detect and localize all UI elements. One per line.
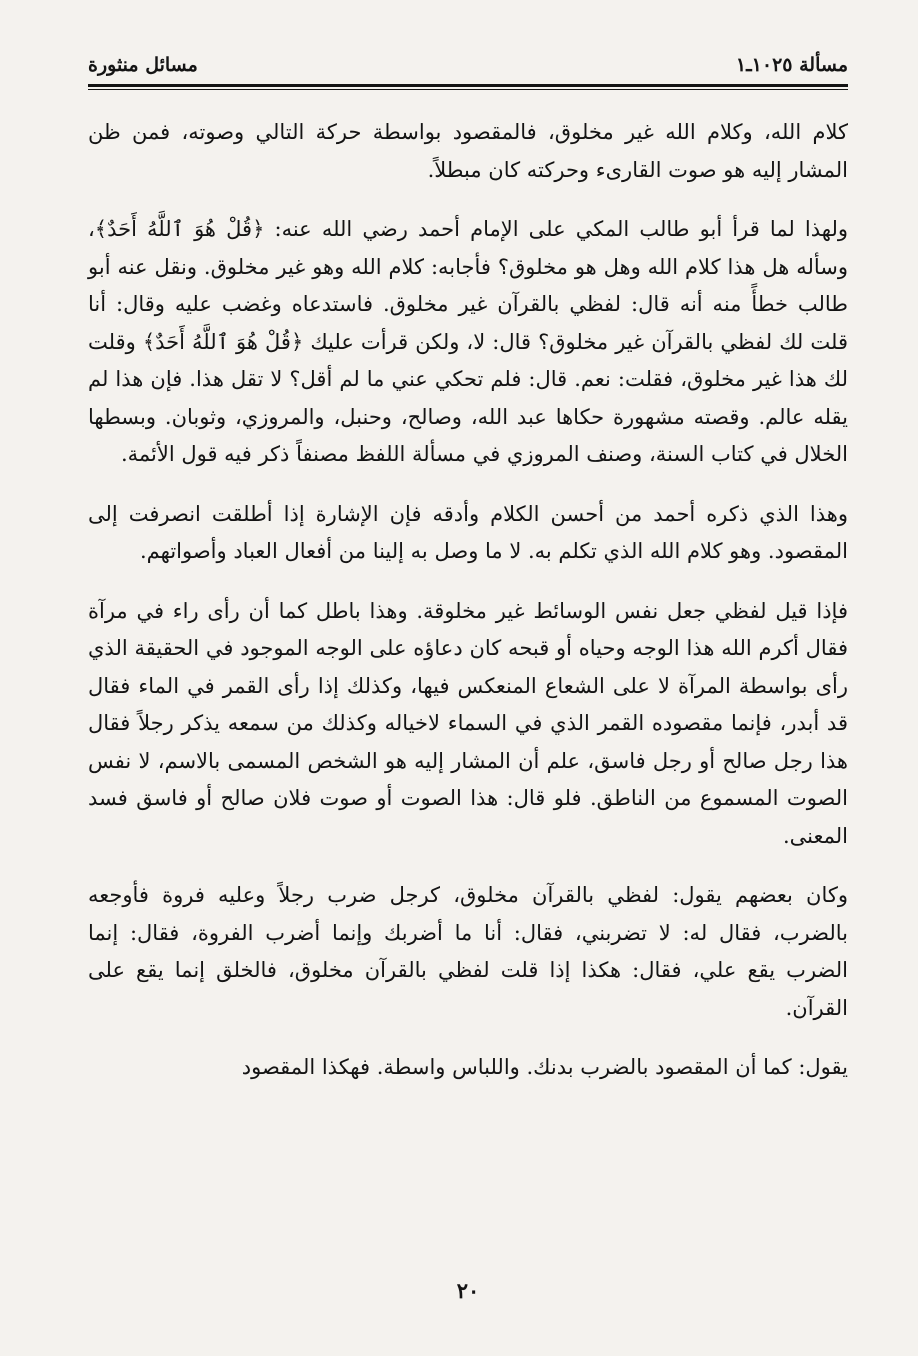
paragraph-3: وهذا الذي ذكره أحمد من أحسن الكلام وأدقه فإن الإشارة إذا أطلقت انصرفت إلى المقصود. وهو كلام الله الذي تكلم به. لا ما وصل به إلينا من أفعال العباد وأصواتهم. <box>88 501 848 563</box>
paragraph-6: يقول: كما أن المقصود بالضرب بدنك. واللباس واسطة. فهكذا المقصود <box>241 1055 848 1079</box>
running-header <box>88 40 848 90</box>
body-text <box>88 114 848 1087</box>
paragraph-4: فإذا قيل لفظي جعل نفس الوسائط غير مخلوقة. وهذا باطل كما أن رأى راء في مرآة فقال أكرم الله هذا الوجه وحياه أو قبحه كان دعاؤه على الوجه الموجود في الحقيقة الذي رأى بواسطة المرآة لا على الشعاع المنعكس فيها، وكذلك إذا رأى القمر في الماء فقال قد أبدر، فإنما مقصوده القمر الذي في السماء لاخياله وكذلك من سمعه يذكر رجلاً فقال هذا رجل صالح أو رجل فاسق، علم أن المشار إليه هو الشخص المسمى بالاسم، لا نفس الصوت المسموع من الناطق. فلو قال: هذا الصوت أو صوت فلان صالح أو فاسق فسد المعنى. <box>88 598 848 848</box>
header-issue-number: مسألة ١٠٢٥ـ١ <box>735 54 848 76</box>
paragraph-5: وكان بعضهم يقول: لفظي بالقرآن مخلوق، كرجل ضرب رجلاً وعليه فروة فأوجعه بالضرب، فقال له: لا تضربني، فقال: أنا ما أضربك وإنما أضرب الفروة، فقال: إنما الضرب يقع علي، فقال: هكذا إذا قلت لفظي بالقرآن مخلوق، فالخلق إنما يقع على القرآن. <box>88 883 848 1020</box>
header-rule-thin <box>88 89 848 90</box>
page-number: ٢٠ <box>456 1278 480 1303</box>
header-rule-thick <box>88 84 848 87</box>
paragraph-1: كلام الله، وكلام الله غير مخلوق، فالمقصود بواسطة حركة التالي وصوته، فمن ظن المشار إليه هو صوت القارىء وحركته كان مبطلاً. <box>88 120 848 182</box>
document-page <box>88 40 848 1340</box>
paragraph-2: ولهذا لما قرأ أبو طالب المكي على الإمام أحمد رضي الله عنه: ﴿قُلْ هُوَ ٱللَّهُ أَحَدٌ﴾، وسأله هل هذا كلام الله وهل هو مخلوق؟ فأجابه: كلام الله وهو غير مخلوق. ونقل عنه أبو طالب خطأً منه أنه قال: لفظي بالقرآن غير مخلوق. فاستدعاه وغضب عليه وقال: أنا قلت لك لفظي بالقرآن غير مخلوق؟ قال: لا، ولكن قرأت عليك ﴿قُلْ هُوَ ٱللَّهُ أَحَدٌ﴾ وقلت لك هذا غير مخلوق، فقلت: نعم. قال: فلم تحكي عني ما لم أقل؟ لا تقل هذا. فإن هذا لم يقله عالم. وقصته مشهورة حكاها عبد الله، وصالح، وحنبل، والمروزي، وثوبان. وبسطها الخلال في كتاب السنة، وصنف المروزي في مسألة اللفظ مصنفاً ذكر فيه قول الأئمة. <box>88 217 848 466</box>
header-book-title: مسائل منثورة <box>88 54 198 76</box>
